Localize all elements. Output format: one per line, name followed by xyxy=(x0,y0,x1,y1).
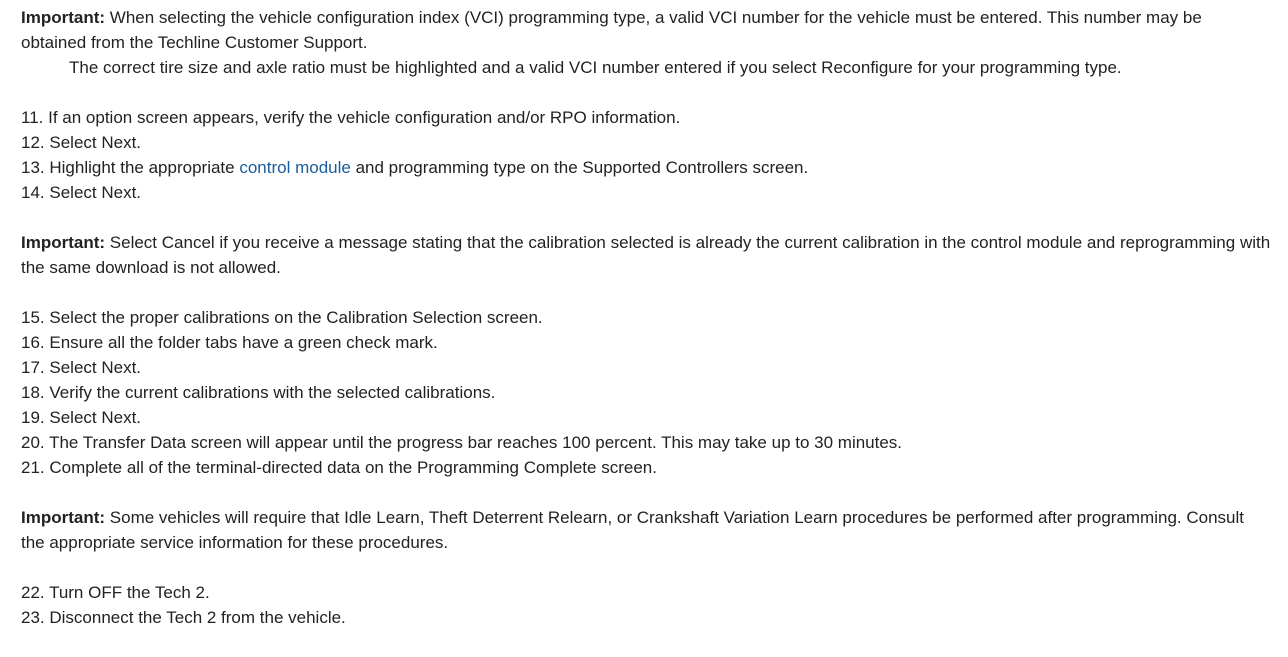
list-item xyxy=(21,155,1271,180)
step-number: 12. xyxy=(21,133,45,152)
list-item xyxy=(21,130,1271,155)
list-item xyxy=(21,180,1271,205)
spacer xyxy=(21,280,1271,305)
step-number: 13. xyxy=(21,158,45,177)
list-item xyxy=(21,105,1271,130)
step-list-b xyxy=(21,305,1271,480)
control-module-link[interactable]: control module xyxy=(239,158,351,177)
list-item xyxy=(21,380,1271,405)
step-text: If an option screen appears, verify the vehicle configuration and/or RPO information. xyxy=(48,108,681,127)
spacer xyxy=(21,80,1271,105)
list-item xyxy=(21,305,1271,330)
important-label: Important: xyxy=(21,233,106,252)
important-note-relearn xyxy=(21,505,1271,555)
step-list-c xyxy=(21,580,1271,630)
step-number: 17. xyxy=(21,358,45,377)
list-item xyxy=(21,330,1271,355)
list-item xyxy=(21,430,1271,455)
step-text: Select Next. xyxy=(49,133,142,152)
spacer xyxy=(21,480,1271,505)
step-number: 14. xyxy=(21,183,45,202)
step-text: Select Next. xyxy=(49,408,142,427)
important-note-text: When selecting the vehicle configuration index (VCI) programming type, a valid VCI number for the vehicle must be entered. This number may be obtained from the Techline Customer Support. xyxy=(21,8,1202,52)
step-number: 20. xyxy=(21,433,45,452)
spacer xyxy=(21,555,1271,580)
step-number: 16. xyxy=(21,333,45,352)
step-text: Turn OFF the Tech 2. xyxy=(49,583,210,602)
step-number: 21. xyxy=(21,458,45,477)
list-item xyxy=(21,580,1271,605)
step-text: Disconnect the Tech 2 from the vehicle. xyxy=(49,608,346,627)
step-text-post: and programming type on the Supported Controllers screen. xyxy=(355,158,809,177)
important-note-vci xyxy=(21,5,1271,55)
important-note-text: Select Cancel if you receive a message stating that the calibration selected is already the current calibration in the control module and reprogramming with the same download is not allowed. xyxy=(21,233,1271,277)
list-item xyxy=(21,355,1271,380)
list-item xyxy=(21,405,1271,430)
indented-note-text: The correct tire size and axle ratio must be highlighted and a valid VCI number entered if you select Reconfigure for your programming type. xyxy=(69,58,1122,77)
important-note-text: Some vehicles will require that Idle Learn, Theft Deterrent Relearn, or Crankshaft Variation Learn procedures be performed after programming. Consult the appropriate service information for these procedures. xyxy=(21,508,1244,552)
step-number: 18. xyxy=(21,383,45,402)
important-note-cancel xyxy=(21,230,1271,280)
step-number: 23. xyxy=(21,608,45,627)
list-item xyxy=(21,455,1271,480)
step-list-a xyxy=(21,105,1271,205)
step-number: 15. xyxy=(21,308,45,327)
document-body xyxy=(21,5,1271,630)
step-number: 11. xyxy=(21,108,44,127)
list-item xyxy=(21,605,1271,630)
step-text: Complete all of the terminal-directed data on the Programming Complete screen. xyxy=(49,458,657,477)
step-number: 19. xyxy=(21,408,45,427)
step-number: 22. xyxy=(21,583,45,602)
step-text: Verify the current calibrations with the selected calibrations. xyxy=(49,383,496,402)
important-label: Important: xyxy=(21,8,106,27)
important-label: Important: xyxy=(21,508,106,527)
spacer xyxy=(21,205,1271,230)
step-text: Select Next. xyxy=(49,183,142,202)
step-text: Select Next. xyxy=(49,358,142,377)
step-text: Ensure all the folder tabs have a green check mark. xyxy=(49,333,438,352)
step-text: Select the proper calibrations on the Calibration Selection screen. xyxy=(49,308,543,327)
step-text: The Transfer Data screen will appear until the progress bar reaches 100 percent. This may take up to 30 minutes. xyxy=(49,433,903,452)
step-text-pre: Highlight the appropriate xyxy=(49,158,235,177)
